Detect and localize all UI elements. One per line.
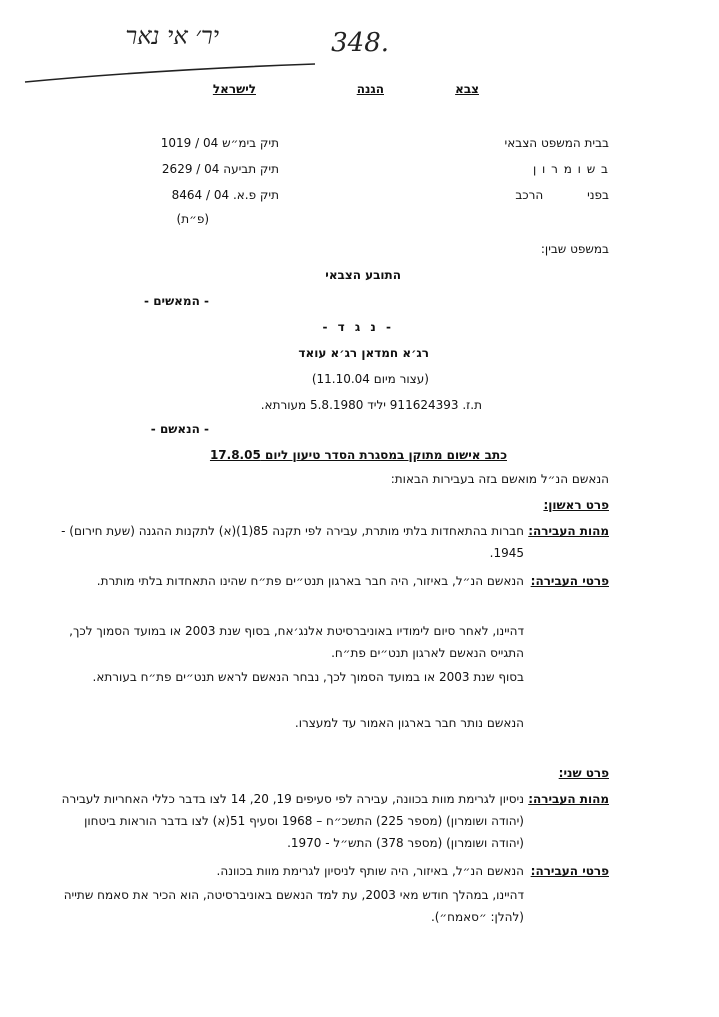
count2-nature-label: מהות העבירה: [528,792,609,806]
defendant-name: רג׳א חמדאן רג׳א עואד [298,346,429,360]
count2-details-text: הנאשם הנ״ל, באיזור, היה שותף לניסיון לגרימת מוות בכוונה. [216,864,524,878]
file-pa: תיק פ.א. 04 / 8464 [171,188,279,202]
handwritten-note: יר׳ אי נאר [125,22,219,50]
defendant-id: ת.ז. 911624393 יליד 5.8.1980 מעורתא. [260,398,482,412]
count2-nature-text: ניסיון לגרימת מוות בכוונה, עבירה לפי סעיפים 19, 20, 14 לצו בדבר כללי האחריות לעבירה (יהודה ושומרון) (מספר 225) התשכ״ח – 1968 וסעיף 51(א) לצו בדבר הוראות ביטחון (יהודה ושומרון) (מספר 378) התש״ל - 1970. [61,792,524,850]
handwritten-stroke [20,60,320,90]
court-line-3: בפני הרכב [515,188,609,202]
count1-nature-text: חברות בהתאחדות בלתי מותרת, עבירה לפי תקנה 85(1)(א) לתקנות ההגנה (שעת חירום) - 1945. [61,524,524,560]
custody: (עצור מיום 11.10.04) [311,372,429,386]
file-prosecution: תיק תביעה 04 / 2629 [161,162,279,176]
header-army: צבא [455,82,479,96]
court-line-2: ב ש ו מ ר ו ן [532,162,609,176]
file-pt: (פ״ת) [176,212,209,226]
in-case-between: במשפט שבין: [540,242,609,256]
prosecutor-role: - המאשים - [144,294,209,308]
count1-details-text: הנאשם הנ״ל, באיזור, היה חבר בארגון תנט״ים פת״ח שהינו התאחדות בלתי מותרת. [96,574,524,588]
court-line-1: בבית המשפט הצבאי [504,136,609,150]
count1-details-label: פרטי העבירה: [530,574,609,588]
count1-paragraph-3: הנאשם נותר חבר בארגון האמור עד למעצרו. [294,716,524,730]
count1-nature-label: מהות העבירה: [528,524,609,538]
count1-paragraph-1: דהיינו, לאחר סיום לימודיו באוניברסיטת אלנג׳אח, בסוף שנת 2003 או במועד הסמוך לכך, התגייס הנאשם לארגון תנט״ים פת״ח. [69,624,524,660]
defendant-role: - הנאשם - [150,422,209,436]
header-israel: לישראל [212,82,256,96]
count2-heading: פרט שני: [558,766,609,780]
file-case: תיק בימ״ש 04 / 1019 [160,136,279,150]
indictment-intro: הנאשם הנ״ל מואשם בזה בעבירות הבאות: [390,472,609,486]
count2-details-label: פרטי העבירה: [530,864,609,878]
prosecutor: התובע הצבאי [325,268,401,282]
count1-heading: פרט ראשון: [543,498,609,512]
handwritten-number: 348. [331,28,389,58]
count2-paragraph-1: דהיינו, במהלך חודש מאי 2003, עת למד הנאשם באוניברסיטה, הוא הכיר את סאמח שתייה (להלן: ״סאמח״). [63,888,524,924]
header-defense: הגנה [356,82,384,96]
against: - נ ג ד - [322,320,394,334]
count1-paragraph-2: בסוף שנת 2003 או במועד הסמוך לכך, נבחר הנאשם לראש תנט״ים פת״ח בעורתא. [92,670,524,684]
indictment-title: כתב אישום מתוקן במסגרת הסדר טיעון ליום 17.8.05 [209,448,507,462]
